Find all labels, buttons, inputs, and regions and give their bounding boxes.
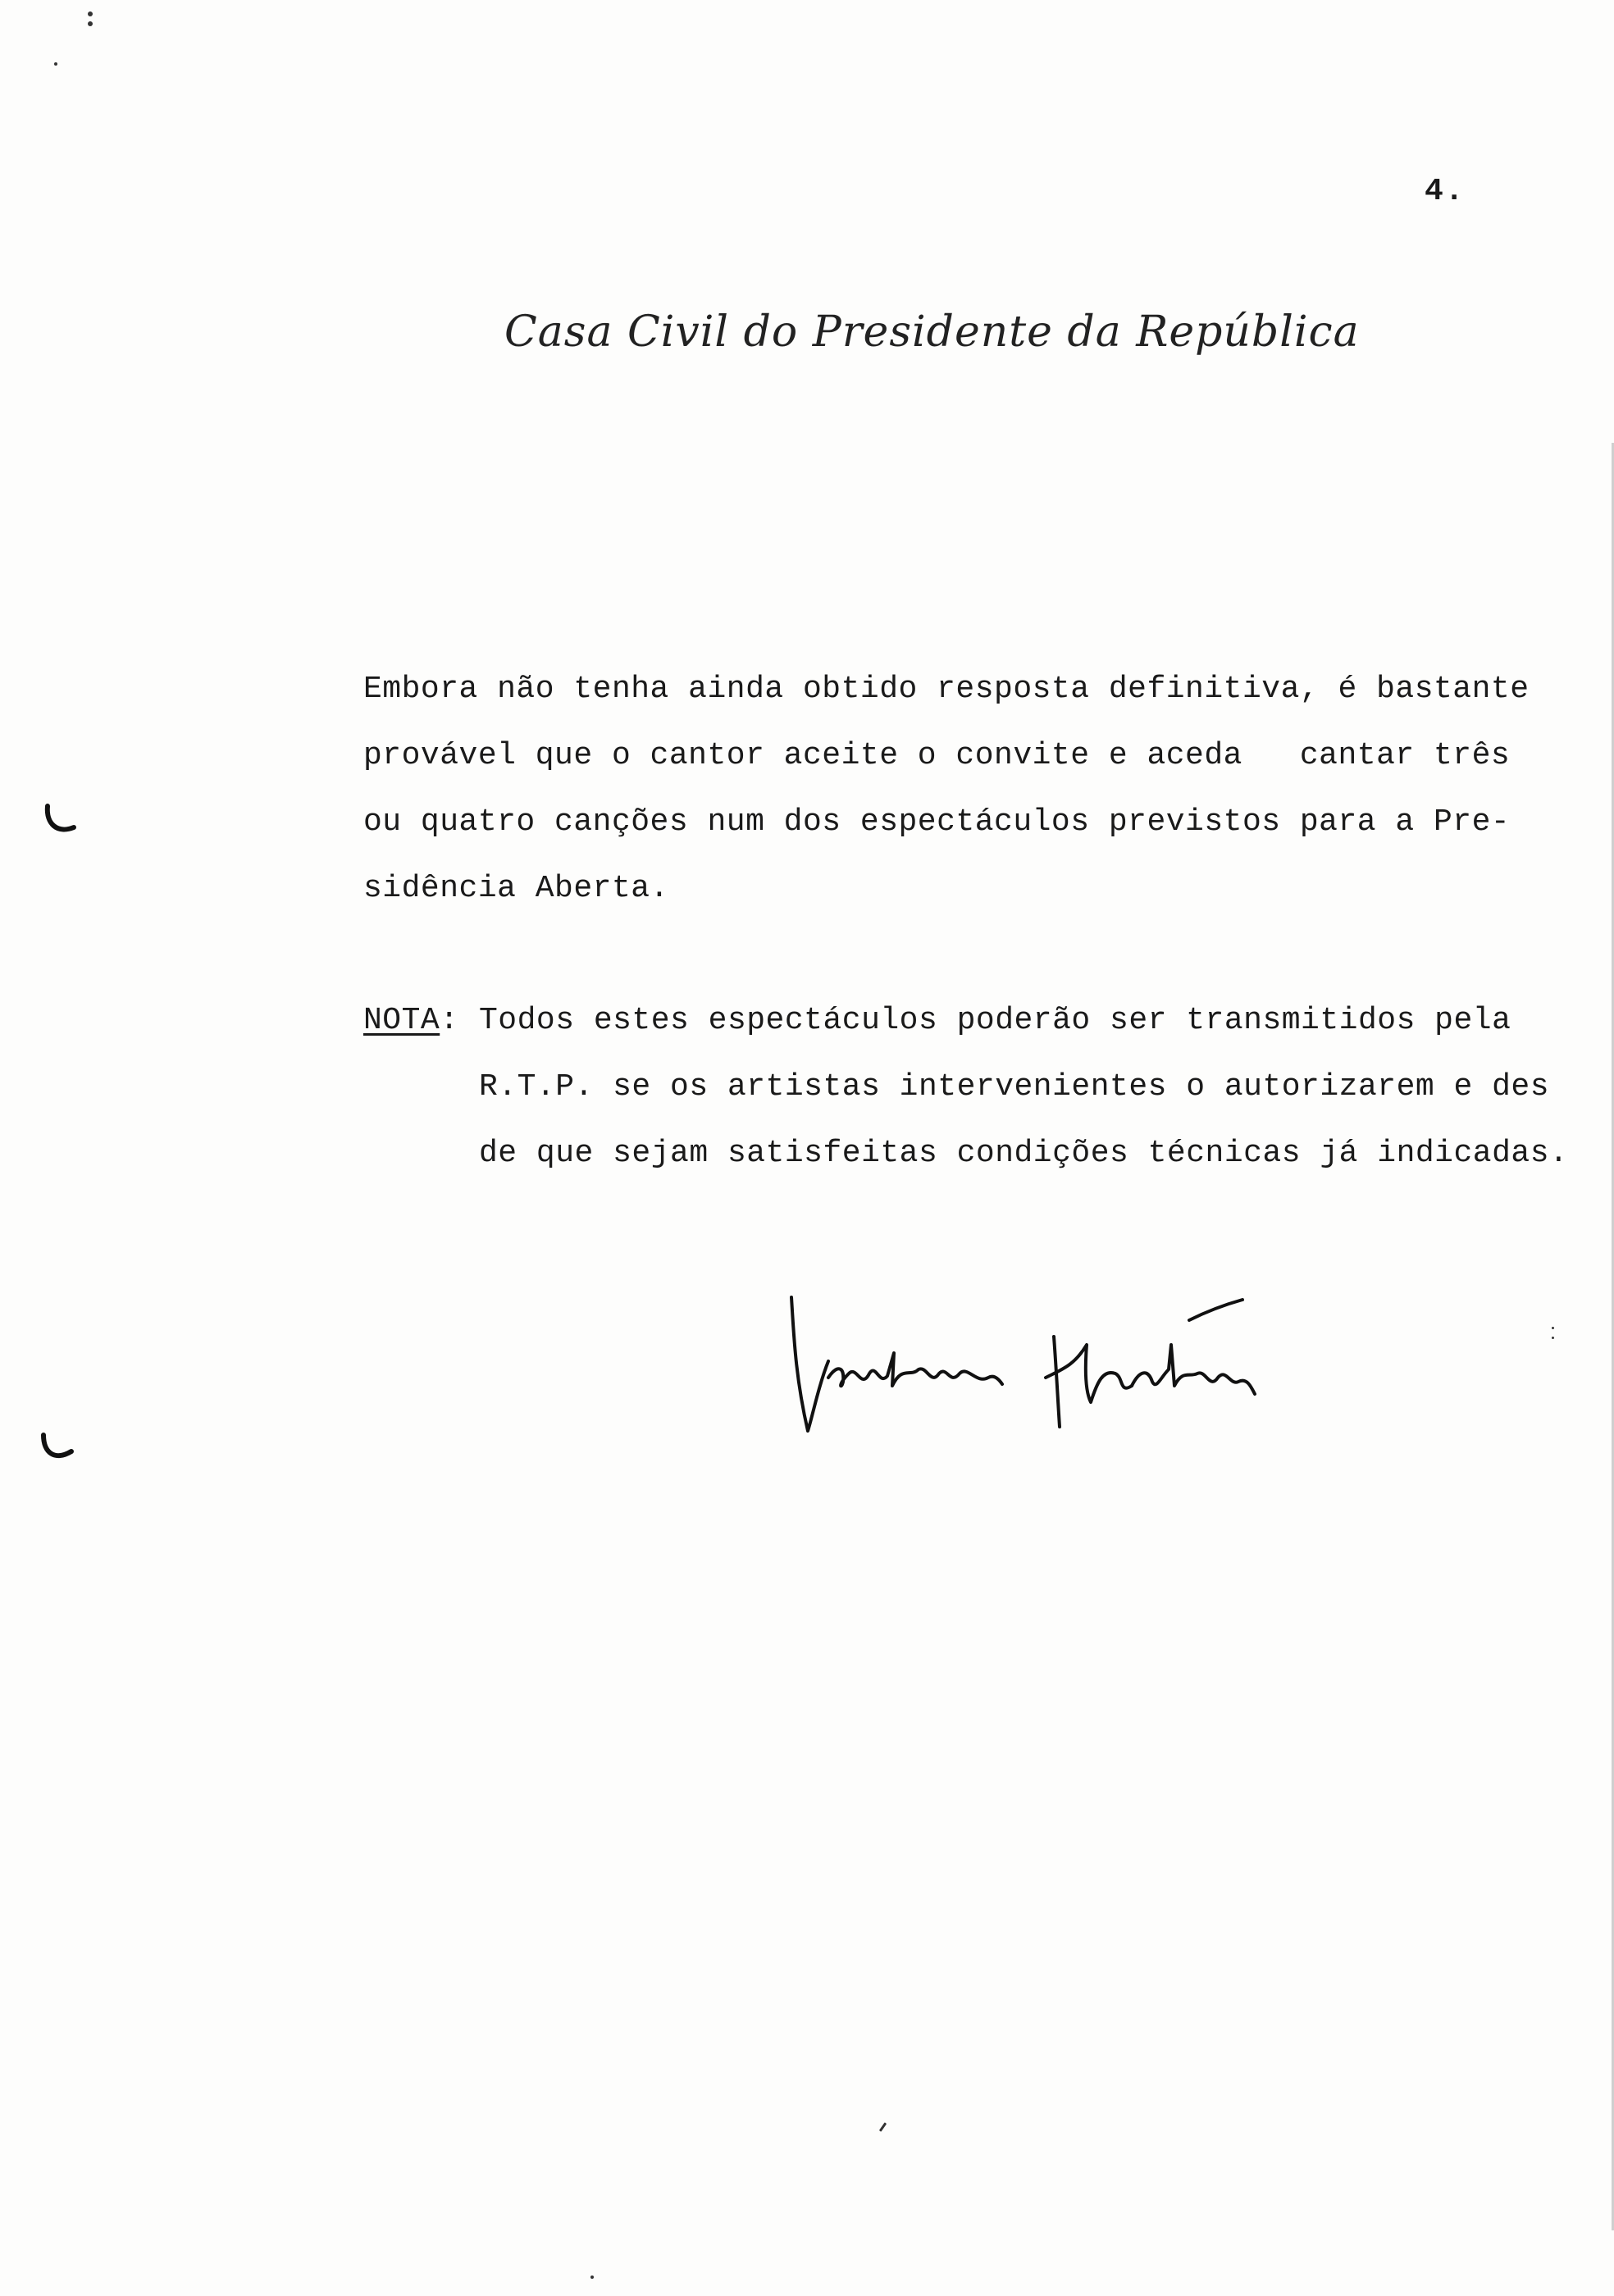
paragraph-line: provável que o cantor aceite o convite e aceda cantar três: [363, 738, 1511, 773]
page-number: 4.: [1425, 174, 1466, 209]
scan-speck: [54, 62, 57, 66]
scan-speck: [1552, 1337, 1554, 1339]
note-line: de que sejam satisfeitas condições técnicas já indicadas.: [479, 1136, 1569, 1171]
note-line: Todos estes espectáculos poderão ser transmitidos pela: [479, 1003, 1511, 1038]
handwritten-signature: [779, 1287, 1370, 1451]
scan-speck: [88, 11, 93, 16]
note-line: R.T.P. se os artistas intervenientes o autorizarem e des: [479, 1069, 1550, 1105]
letterhead: Casa Civil do Presidente da República: [504, 308, 1360, 357]
punch-hole-mark: [41, 800, 90, 840]
note-label-text: NOTA: [363, 1003, 440, 1038]
scan-speck: [88, 21, 93, 26]
body-paragraph: [363, 656, 1577, 922]
punch-hole-mark: [37, 1427, 86, 1468]
scan-speck: [590, 2276, 594, 2279]
scan-speck: [1552, 1327, 1554, 1329]
note-label: [363, 987, 459, 1054]
note-label-colon: :: [440, 1003, 459, 1038]
paragraph-line: sidência Aberta.: [363, 871, 669, 906]
paragraph-line: Embora não tenha ainda obtido resposta definitiva, é bastante: [363, 672, 1530, 707]
note-text: [479, 987, 1568, 1187]
paragraph-line: ou quatro canções num dos espectáculos previstos para a Pre-: [363, 804, 1511, 840]
scan-speck: [879, 2122, 887, 2132]
